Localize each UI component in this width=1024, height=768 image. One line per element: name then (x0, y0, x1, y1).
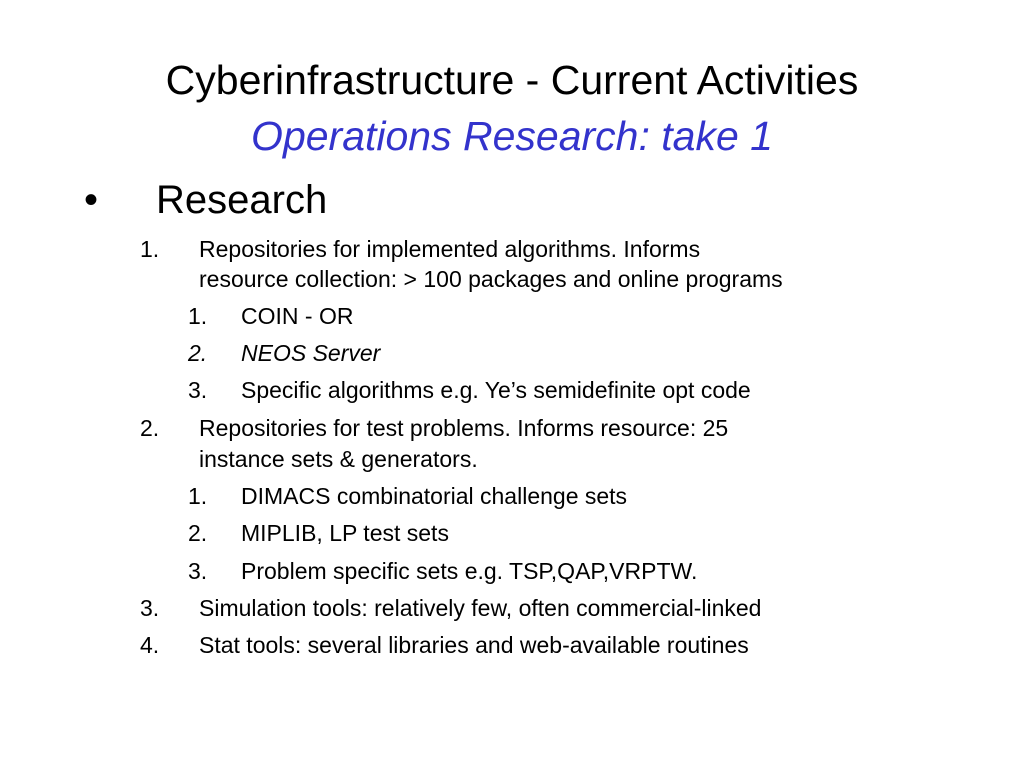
list-item-text: Repositories for test problems. Informs resource: 25 (199, 415, 729, 441)
sub-item-number: 1. (188, 303, 208, 329)
bullet-dot: • (84, 178, 99, 222)
slide-title-block (0, 52, 1024, 164)
list-item-text: instance sets & generators. (199, 446, 478, 472)
list-item-number: 1. (140, 236, 160, 262)
sub-item-text: Problem specific sets e.g. TSP,QAP,VRPTW. (241, 558, 698, 584)
list-item-text: Repositories for implemented algorithms. Informs (199, 236, 701, 262)
sub-item-number: 2. (188, 340, 208, 366)
list-item-text: Simulation tools: relatively few, often commercial-linked (199, 595, 762, 621)
slide-title: Cyberinfrastructure - Current Activities (165, 57, 859, 103)
list-item-text: resource collection: > 100 packages and online programs (199, 266, 783, 292)
sub-item-text: NEOS Server (241, 340, 381, 366)
sub-item-number: 3. (188, 558, 208, 584)
list-item-text: Stat tools: several libraries and web-available routines (199, 632, 749, 658)
list-item-number: 3. (140, 595, 160, 621)
sub-item-number: 3. (188, 377, 208, 403)
sub-item-number: 2. (188, 520, 208, 546)
list-item-number: 4. (140, 632, 160, 658)
list-item-number: 2. (140, 415, 160, 441)
sub-item-text: Specific algorithms e.g. Ye’s semidefinite opt code (241, 377, 751, 403)
sub-item-number: 1. (188, 483, 208, 509)
sub-item-text: DIMACS combinatorial challenge sets (241, 483, 628, 509)
bullet-label: Research (156, 178, 328, 222)
slide-subtitle: Operations Research: take 1 (251, 113, 773, 159)
sub-item-text: MIPLIB, LP test sets (241, 520, 449, 546)
sub-item-text: COIN - OR (241, 303, 354, 329)
